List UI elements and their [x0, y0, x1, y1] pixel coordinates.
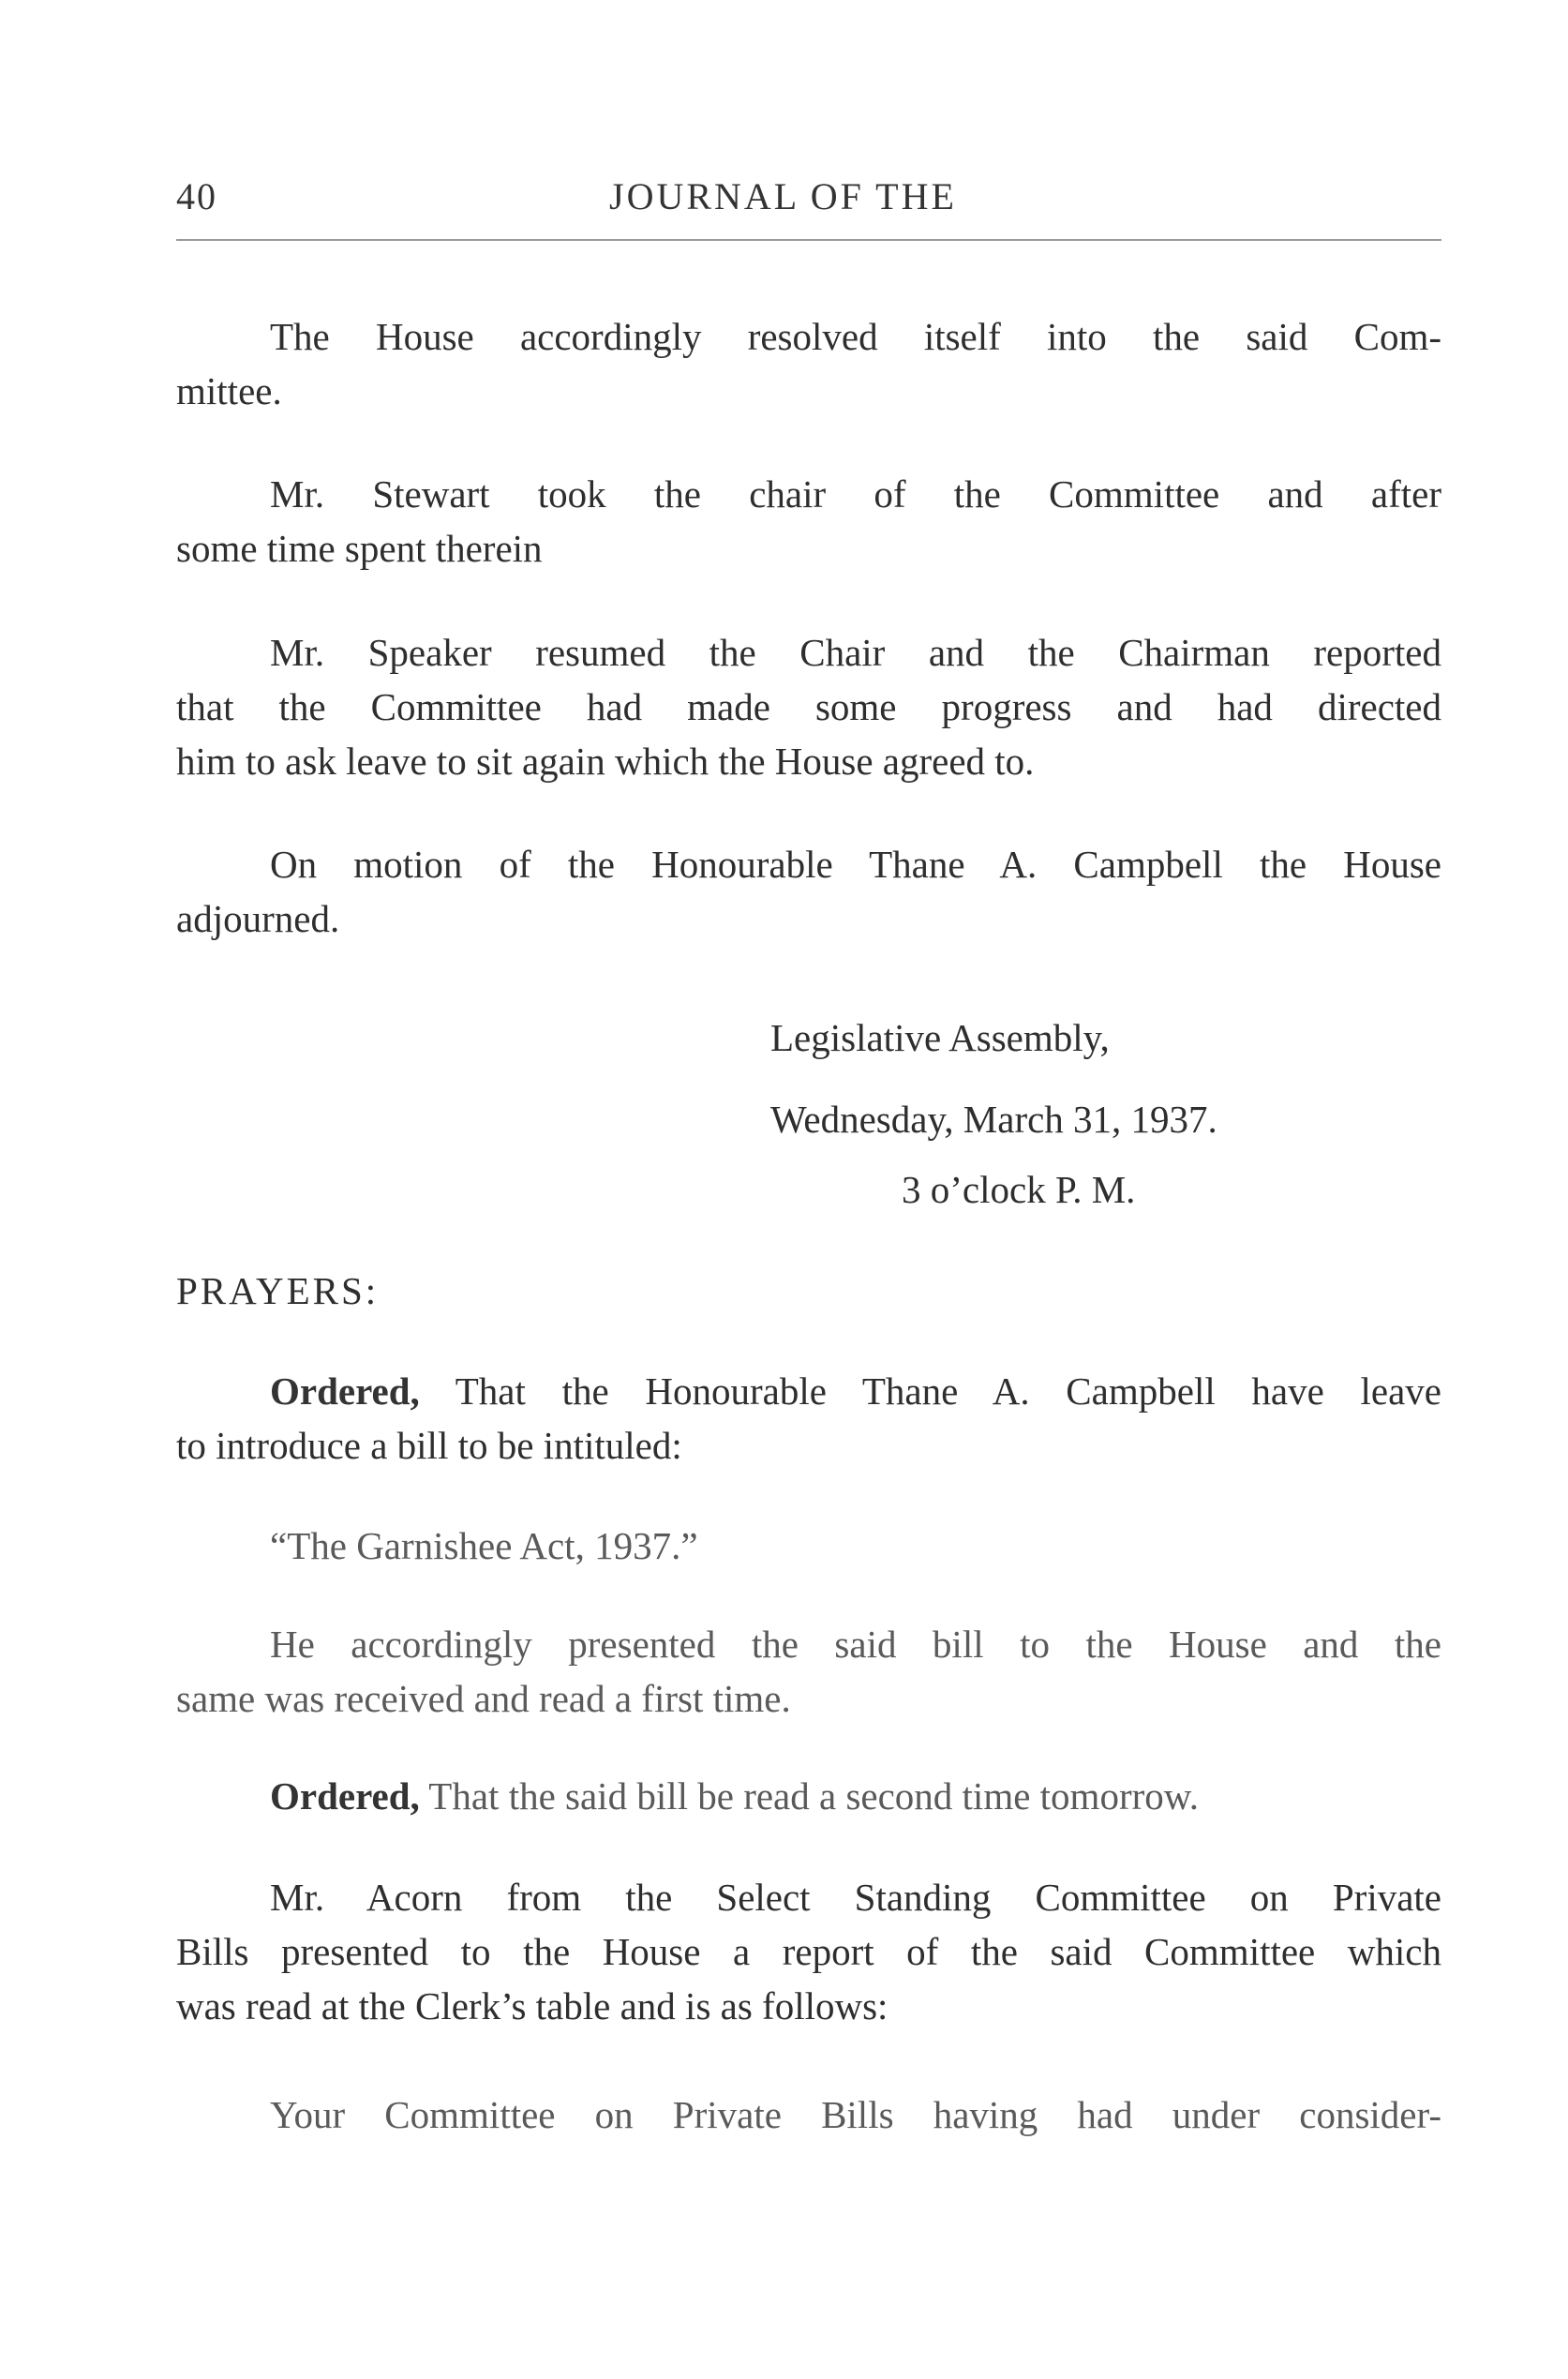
bill-title: “The Garnishee Act, 1937.” [270, 1524, 698, 1567]
ordered-text: That the said bill be read a second time tomorrow. [419, 1774, 1199, 1818]
paragraph-line: Mr. Acorn from the Select Standing Committee on Private [270, 1876, 1441, 1919]
paragraph-line: him to ask leave to sit again which the House agreed to. [176, 740, 1035, 783]
paragraph-line: Bills presented to the House a report of the said Committee which [176, 1930, 1441, 1973]
paragraph-line: adjourned. [176, 897, 340, 940]
paragraph-committee-private-bills [176, 2087, 1441, 2142]
paragraph-bill-title [176, 1519, 1441, 1573]
ordered-lead: Ordered, [270, 1774, 420, 1818]
paragraph-line: Your Committee on Private Bills having had under consider- [270, 2093, 1441, 2136]
paragraph-line: was read at the Clerk’s table and is as follows: [176, 1984, 889, 2027]
running-head: JOURNAL OF THE [609, 175, 957, 217]
prayers-heading: PRAYERS: [176, 1269, 380, 1312]
paragraph-line [176, 1364, 1441, 1418]
paragraph-bill-presented [176, 1617, 1441, 1726]
paragraph-line: On motion of the Honourable Thane A. Campbell the House [270, 843, 1441, 886]
paragraph-line: same was received and read a first time. [176, 1677, 791, 1720]
paragraph-adjourned [176, 837, 1441, 946]
paragraph-house-resolved [176, 309, 1441, 418]
dateline-date: Wednesday, March 31, 1937. [770, 1098, 1217, 1141]
paragraph-acorn-report [176, 1870, 1441, 2033]
dateline-time: 3 o’clock P. M. [902, 1168, 1136, 1211]
paragraph-line [176, 1769, 1441, 1823]
page-number: 40 [176, 175, 217, 217]
paragraph-speaker-resumed [176, 625, 1441, 788]
paragraph-line: Mr. Stewart took the chair of the Committee and after [270, 472, 1441, 516]
ordered-text: That the Honourable Thane A. Campbell have leave [419, 1369, 1441, 1413]
paragraph-ordered-second-reading [176, 1769, 1441, 1823]
dateline-place: Legislative Assembly, [770, 1016, 1110, 1059]
paragraph-line: mittee. [176, 369, 282, 412]
paragraph-line: He accordingly presented the said bill to the House and the [270, 1623, 1441, 1666]
header-rule [176, 239, 1441, 241]
paragraph-line: that the Committee had made some progress and had directed [176, 685, 1441, 728]
paragraph-line: to introduce a bill to be intituled: [176, 1424, 682, 1467]
paragraph-line: The House accordingly resolved itself into the said Com- [270, 315, 1441, 358]
paragraph-line: Mr. Speaker resumed the Chair and the Chairman reported [270, 631, 1441, 674]
ordered-lead: Ordered, [270, 1369, 420, 1413]
paragraph-ordered-leave [176, 1364, 1441, 1473]
paragraph-stewart-chair [176, 467, 1441, 576]
paragraph-line: some time spent therein [176, 527, 543, 570]
page-header [176, 174, 1441, 221]
